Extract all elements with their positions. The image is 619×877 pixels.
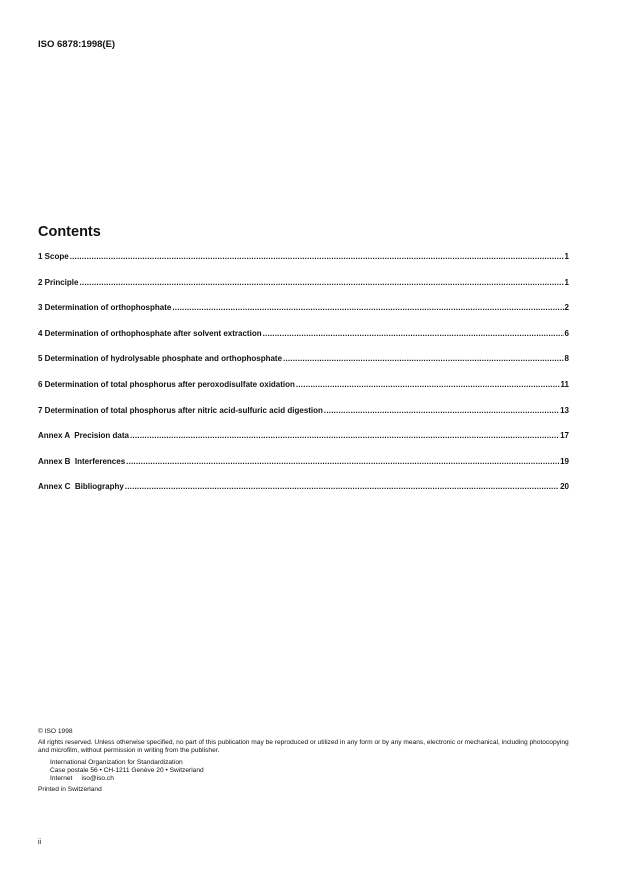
toc-label: 5 Determination of hydrolysable phosphate and orthophosphate <box>38 354 283 364</box>
toc-label: 7 Determination of total phosphorus after nitric acid-sulfuric acid digestion <box>38 405 323 415</box>
copyright-line: © ISO 1998 <box>38 728 73 735</box>
toc-label: 4 Determination of orthophosphate after solvent extraction <box>38 328 262 338</box>
dot-leader <box>283 354 564 363</box>
toc-page: 17 <box>560 431 569 441</box>
organization-address: Case postale 56 • CH-1211 Genève 20 • Switzerland <box>50 766 204 774</box>
toc-entry[interactable] <box>38 482 569 508</box>
toc-entry[interactable] <box>38 406 569 432</box>
copyright-block <box>38 728 578 794</box>
contents-title: Contents <box>38 224 101 240</box>
dot-leader <box>70 252 564 261</box>
toc-label: 1 Scope <box>38 252 69 261</box>
toc-page: 8 <box>564 354 569 364</box>
toc-entry[interactable] <box>38 252 569 278</box>
toc-label: 6 Determination of total phosphorus after peroxodisulfate oxidation <box>38 379 295 389</box>
toc-page: 19 <box>560 456 569 466</box>
toc-entry[interactable] <box>38 431 569 457</box>
toc-label: 2 Principle <box>38 277 79 287</box>
toc-label: Annex C Bibliography <box>38 482 124 492</box>
toc-entry[interactable] <box>38 457 569 483</box>
toc-page: 11 <box>560 379 569 389</box>
toc-page: 2 <box>564 303 569 313</box>
dot-leader <box>324 406 559 415</box>
toc-entry[interactable] <box>38 329 569 355</box>
toc-page: 1 <box>564 252 569 261</box>
dot-leader <box>125 482 559 491</box>
dot-leader <box>130 431 559 440</box>
toc-label: Annex A Precision data <box>38 431 129 441</box>
dot-leader <box>172 303 563 312</box>
page-number: ii <box>38 839 42 846</box>
toc-page: 13 <box>560 405 569 415</box>
dot-leader <box>126 457 559 466</box>
toc-entry[interactable] <box>38 303 569 329</box>
toc-page: 1 <box>564 277 569 287</box>
toc-page: 20 <box>560 482 569 492</box>
toc-page: 6 <box>564 328 569 338</box>
toc-entry[interactable] <box>38 278 569 304</box>
internet-contact: Internet iso@iso.ch <box>50 775 114 783</box>
toc-label: Annex B Interferences <box>38 456 126 466</box>
toc-entry[interactable] <box>38 354 569 380</box>
rights-statement: All rights reserved. Unless otherwise specified, no part of this publication may be reproduced or utilized in any form or by any means, electronic or mechanical, including photocopying and microfilm, without permission in writing from the publisher. <box>38 739 569 755</box>
toc-label: 3 Determination of orthophosphate <box>38 303 172 313</box>
organization-name: International Organization for Standardization <box>50 758 183 766</box>
table-of-contents <box>38 252 569 508</box>
dot-leader <box>296 380 560 389</box>
printed-in: Printed in Switzerland <box>38 786 102 794</box>
document-header: ISO 6878:1998(E) <box>38 39 116 50</box>
dot-leader <box>79 278 563 287</box>
dot-leader <box>263 329 564 338</box>
toc-entry[interactable] <box>38 380 569 406</box>
